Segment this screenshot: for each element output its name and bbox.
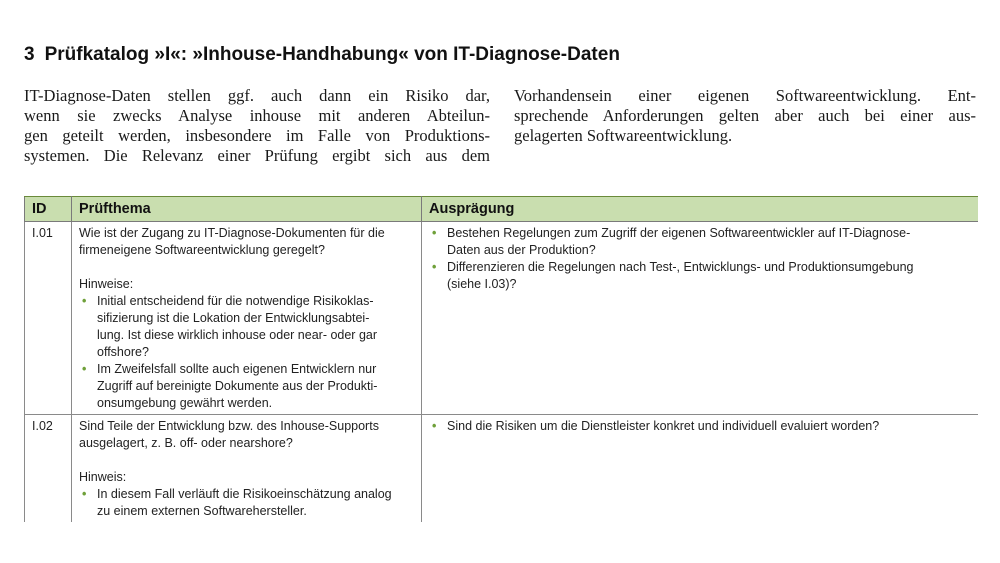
auspraegung-line: Sind die Risiken um die Dienstleister konkret und individuell evaluiert worden?	[447, 419, 880, 433]
row-pruefthema	[72, 222, 422, 415]
intro-line: gen geteilt werden, insbesondere im Falle von Produktions-	[24, 126, 490, 145]
table-row	[25, 415, 979, 523]
hint-line: sifizierung ist die Lokation der Entwicklungsabtei-	[97, 311, 370, 325]
hint-line: Im Zweifelsfall sollte auch eigenen Entwicklern nur	[97, 362, 377, 376]
auspraegung-item	[429, 418, 971, 435]
audit-catalog-table	[24, 196, 978, 522]
intro-line: gelagerten Softwareentwicklung.	[514, 126, 733, 145]
intro-paragraph-right	[514, 86, 976, 146]
hint-line: In diesem Fall verläuft die Risikoeinschätzung analog	[97, 487, 392, 501]
auspraegung-item	[429, 259, 971, 293]
hint-line: Initial entscheidend für die notwendige Risikoklas-	[97, 294, 374, 308]
bullet-icon: •	[432, 419, 437, 433]
hint-list	[79, 486, 414, 520]
intro-line: Vorhandensein einer eigenen Softwareentwicklung. Ent-	[514, 86, 976, 105]
row-auspraegung	[422, 415, 979, 523]
hint-item	[79, 293, 414, 361]
auspraegung-line: Bestehen Regelungen zum Zugriff der eigenen Softwareentwickler auf IT-Diagnose-	[447, 226, 911, 240]
section-title: Prüfkatalog »I«: »Inhouse-Handhabung« von IT-Diagnose-Daten	[44, 44, 620, 65]
bullet-icon: •	[82, 487, 87, 501]
hint-label: Hinweis:	[79, 470, 127, 484]
row-id: I.01	[25, 222, 72, 415]
intro-line: IT-Diagnose-Daten stellen ggf. auch dann ein Risiko dar,	[24, 86, 490, 105]
auspraegung-line: Daten aus der Produktion?	[447, 243, 596, 257]
table-row	[25, 222, 979, 415]
bullet-icon: •	[82, 294, 87, 308]
row-pruefthema	[72, 415, 422, 523]
header-auspraegung: Ausprägung	[422, 197, 979, 222]
hint-line: Zugriff auf bereinigte Dokumente aus der Produkti-	[97, 379, 378, 393]
row-auspraegung	[422, 222, 979, 415]
bullet-icon: •	[82, 362, 87, 376]
hint-line: lung. Ist diese wirklich inhouse oder near- oder gar	[97, 328, 378, 342]
header-pruefthema: Prüfthema	[72, 197, 422, 222]
auspraegung-list	[429, 418, 971, 435]
intro-paragraph-left	[24, 86, 490, 166]
question-line: Sind Teile der Entwicklung bzw. des Inhouse-Supports	[79, 419, 379, 433]
section-number: 3	[24, 44, 35, 65]
bullet-icon: •	[432, 226, 437, 240]
auspraegung-line: (siehe I.03)?	[447, 277, 517, 291]
intro-line: systemen. Die Relevanz einer Prüfung ergibt sich aus dem	[24, 146, 490, 165]
row-id: I.02	[25, 415, 72, 523]
intro-line: sprechende Anforderungen gelten aber auch bei einer aus-	[514, 106, 976, 125]
header-id: ID	[25, 197, 72, 222]
auspraegung-item	[429, 225, 971, 259]
hint-line: onsumgebung gewährt werden.	[97, 396, 273, 410]
intro-line: wenn sie zwecks Analyse inhouse mit anderen Abteilun-	[24, 106, 490, 125]
section-heading	[24, 44, 620, 66]
hint-line: zu einem externen Softwarehersteller.	[97, 504, 307, 518]
hint-line: offshore?	[97, 345, 149, 359]
question-line: firmeneigene Softwareentwicklung geregelt?	[79, 243, 325, 257]
table-header-row	[25, 197, 979, 222]
bullet-icon: •	[432, 260, 437, 274]
hint-list	[79, 293, 414, 412]
question-line: Wie ist der Zugang zu IT-Diagnose-Dokumenten für die	[79, 226, 385, 240]
auspraegung-list	[429, 225, 971, 293]
hint-label: Hinweise:	[79, 277, 134, 291]
question-line: ausgelagert, z. B. off- oder nearshore?	[79, 436, 293, 450]
auspraegung-line: Differenzieren die Regelungen nach Test-, Entwicklungs- und Produktionsumgebung	[447, 260, 914, 274]
hint-item	[79, 486, 414, 520]
hint-item	[79, 361, 414, 412]
